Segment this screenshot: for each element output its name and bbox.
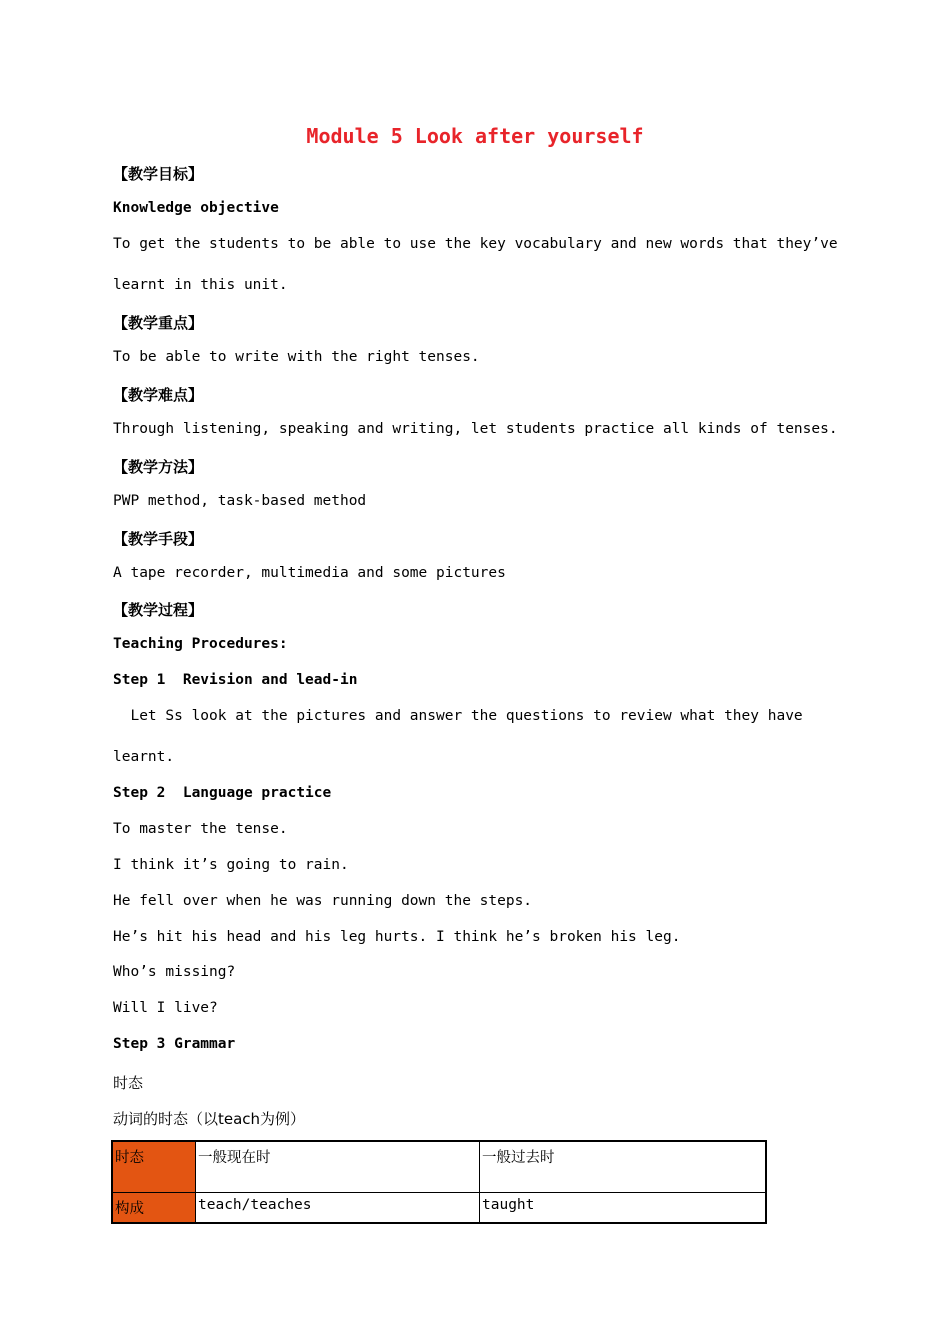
step1-text-1: Let Ss look at the pictures and answer the questions to review what they have [113, 708, 803, 724]
table-row [112, 1141, 766, 1193]
step3-title: Step 3 Grammar [113, 1036, 236, 1052]
tense-caption: 动词的时态（以teach为例） [113, 1110, 306, 1128]
knowledge-text-2: learnt in this unit. [113, 277, 288, 293]
step2-line: He fell over when he was running down the steps. [113, 893, 533, 909]
knowledge-label: Knowledge objective [113, 200, 279, 216]
tense-table [111, 1140, 767, 1224]
key-points-text: To be able to write with the right tenses. [113, 349, 480, 365]
objectives-heading: 【教学目标】 [113, 165, 204, 183]
table-cell: taught [480, 1193, 767, 1224]
step2-line: He’s hit his head and his leg hurts. I think he’s broken his leg. [113, 929, 681, 945]
table-cell: 一般过去时 [480, 1141, 767, 1193]
page-title: Module 5 Look after yourself [306, 124, 644, 148]
difficulties-heading: 【教学难点】 [113, 386, 204, 404]
step2-line: I think it’s going to rain. [113, 857, 349, 873]
table-cell: teach/teaches [196, 1193, 480, 1224]
procedures-label: Teaching Procedures: [113, 636, 288, 652]
step2-line: Will I live? [113, 1000, 218, 1016]
means-heading: 【教学手段】 [113, 530, 204, 548]
step2-line: To master the tense. [113, 821, 288, 837]
table-cell-header: 构成 [112, 1193, 196, 1224]
process-heading: 【教学过程】 [113, 601, 204, 619]
table-cell: 一般现在时 [196, 1141, 480, 1193]
means-text: A tape recorder, multimedia and some pictures [113, 565, 506, 581]
table-row [112, 1193, 766, 1224]
key-points-heading: 【教学重点】 [113, 314, 204, 332]
step1-text-2: learnt. [113, 749, 175, 765]
knowledge-text-1: To get the students to be able to use the key vocabulary and new words that they’ve [113, 236, 838, 252]
step1-title: Step 1 Revision and lead-in [113, 672, 358, 688]
tense-label: 时态 [113, 1074, 144, 1092]
difficulties-text: Through listening, speaking and writing, let students practice all kinds of tenses. [113, 421, 838, 437]
step2-line: Who’s missing? [113, 964, 236, 980]
methods-text: PWP method, task-based method [113, 493, 367, 509]
methods-heading: 【教学方法】 [113, 458, 204, 476]
step2-title: Step 2 Language practice [113, 785, 332, 801]
table-cell-header: 时态 [112, 1141, 196, 1193]
